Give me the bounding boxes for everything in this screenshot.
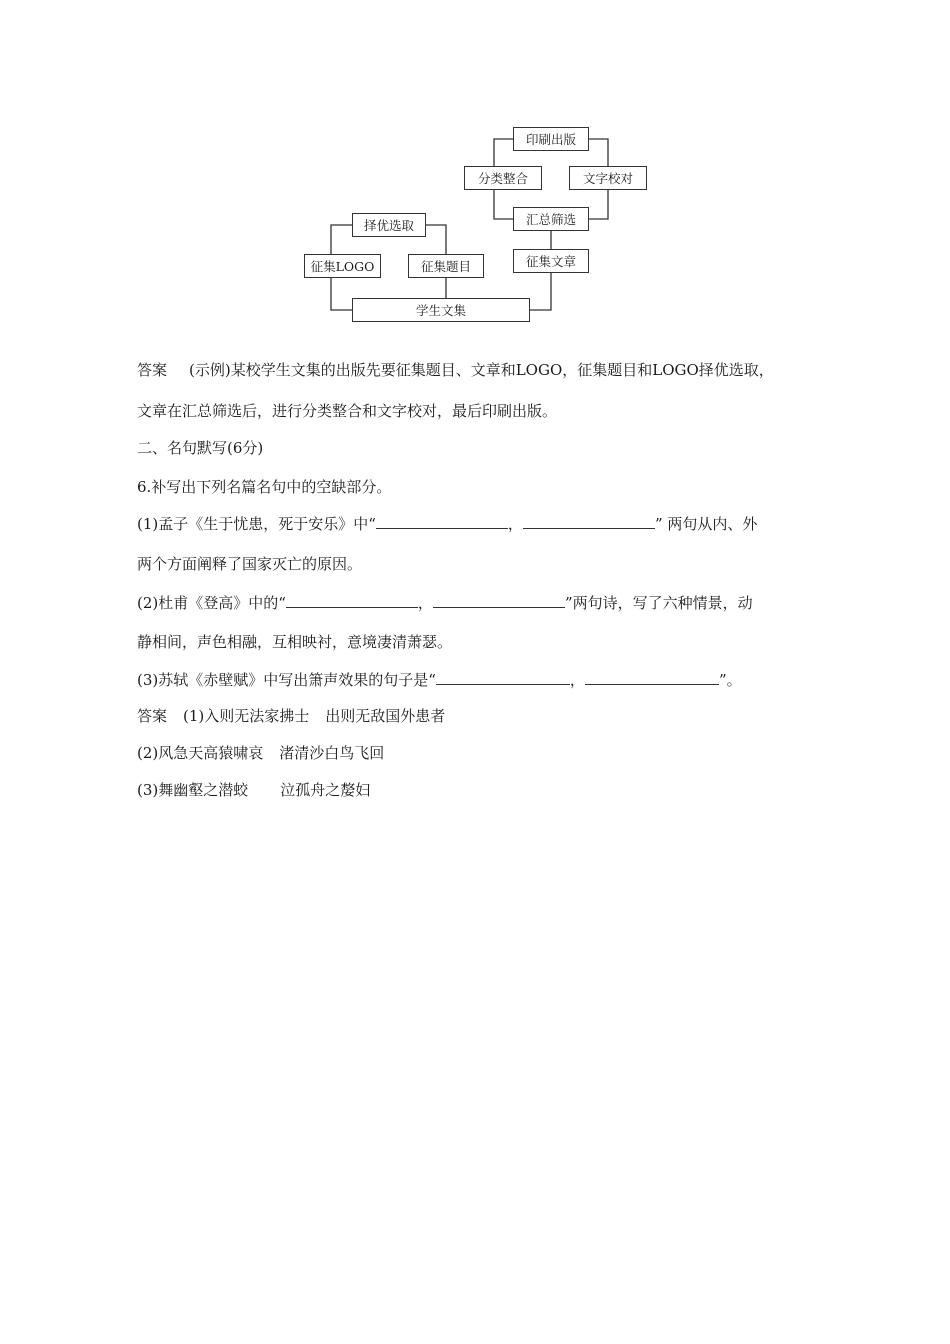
q6-3-line [137, 670, 742, 690]
answer2-2b: 渚清沙白鸟飞回 [279, 744, 385, 762]
answer-label: 答案 [137, 361, 168, 379]
answer2-3a: (3)舞幽壑之潜蛟 [137, 781, 249, 799]
node-article: 征集文章 [513, 249, 589, 273]
answer1-line1 [137, 360, 774, 380]
q6-1-cont: 两个方面阐释了国家灭亡的原因。 [137, 555, 363, 573]
node-logo: 征集LOGO [304, 254, 381, 278]
answer2-2a: (2)风急天高猿啸哀 [137, 744, 264, 762]
answer2-1b: 出则无敌国外患者 [325, 707, 446, 725]
q6-2-pre: (2)杜甫《登高》中的“ [137, 594, 286, 612]
q6-1-line [137, 514, 757, 534]
answer2-line3 [137, 780, 370, 800]
q6-1-post: ” 两句从内、外 [654, 515, 758, 533]
answer1-text1: (示例)某校学生文集的出版先要征集题目、文章和LOGO，征集题目和LOGO择优选取， [189, 361, 774, 379]
node-classify: 分类整合 [464, 166, 542, 190]
q6-3-mid: ， [569, 671, 585, 689]
blank-1a [376, 514, 508, 529]
node-topic: 征集题目 [408, 254, 484, 278]
node-proofread: 文字校对 [569, 166, 647, 190]
answer-label: 答案 [137, 707, 168, 725]
q6-2-mid: ， [417, 594, 433, 612]
q6-1-mid: ， [507, 515, 523, 533]
answer2-line1 [137, 706, 445, 726]
q6-2-line [137, 593, 753, 613]
q6-2-cont: 静相间，声色相融，互相映衬，意境凄清萧瑟。 [137, 633, 453, 651]
blank-1b [523, 514, 655, 529]
section-heading: 二、名句默写(6分) [137, 439, 264, 457]
q6-3-post: ”。 [718, 671, 742, 689]
question-6-stem: 6.补写出下列名篇名句中的空缺部分。 [137, 478, 392, 496]
blank-2b [433, 593, 565, 608]
blank-3a [436, 670, 570, 685]
answer1-line2: 文章在汇总筛选后，进行分类整合和文字校对，最后印刷出版。 [137, 402, 558, 420]
answer2-3b: 泣孤舟之嫠妇 [280, 781, 371, 799]
q6-1-pre: (1)孟子《生于忧患，死于安乐》中“ [137, 515, 376, 533]
answer2-line2 [137, 743, 384, 763]
q6-2-post: ”两句诗，写了六种情景，动 [564, 594, 753, 612]
node-print: 印刷出版 [513, 127, 589, 151]
answer2-1a: (1)入则无法家拂士 [183, 707, 310, 725]
node-select: 择优选取 [352, 213, 426, 237]
blank-3b [585, 670, 719, 685]
blank-2a [286, 593, 418, 608]
node-collection: 学生文集 [352, 298, 530, 322]
q6-3-pre: (3)苏轼《赤壁赋》中写出箫声效果的句子是“ [137, 671, 436, 689]
flowchart [0, 0, 950, 340]
node-summarize: 汇总筛选 [513, 207, 589, 231]
